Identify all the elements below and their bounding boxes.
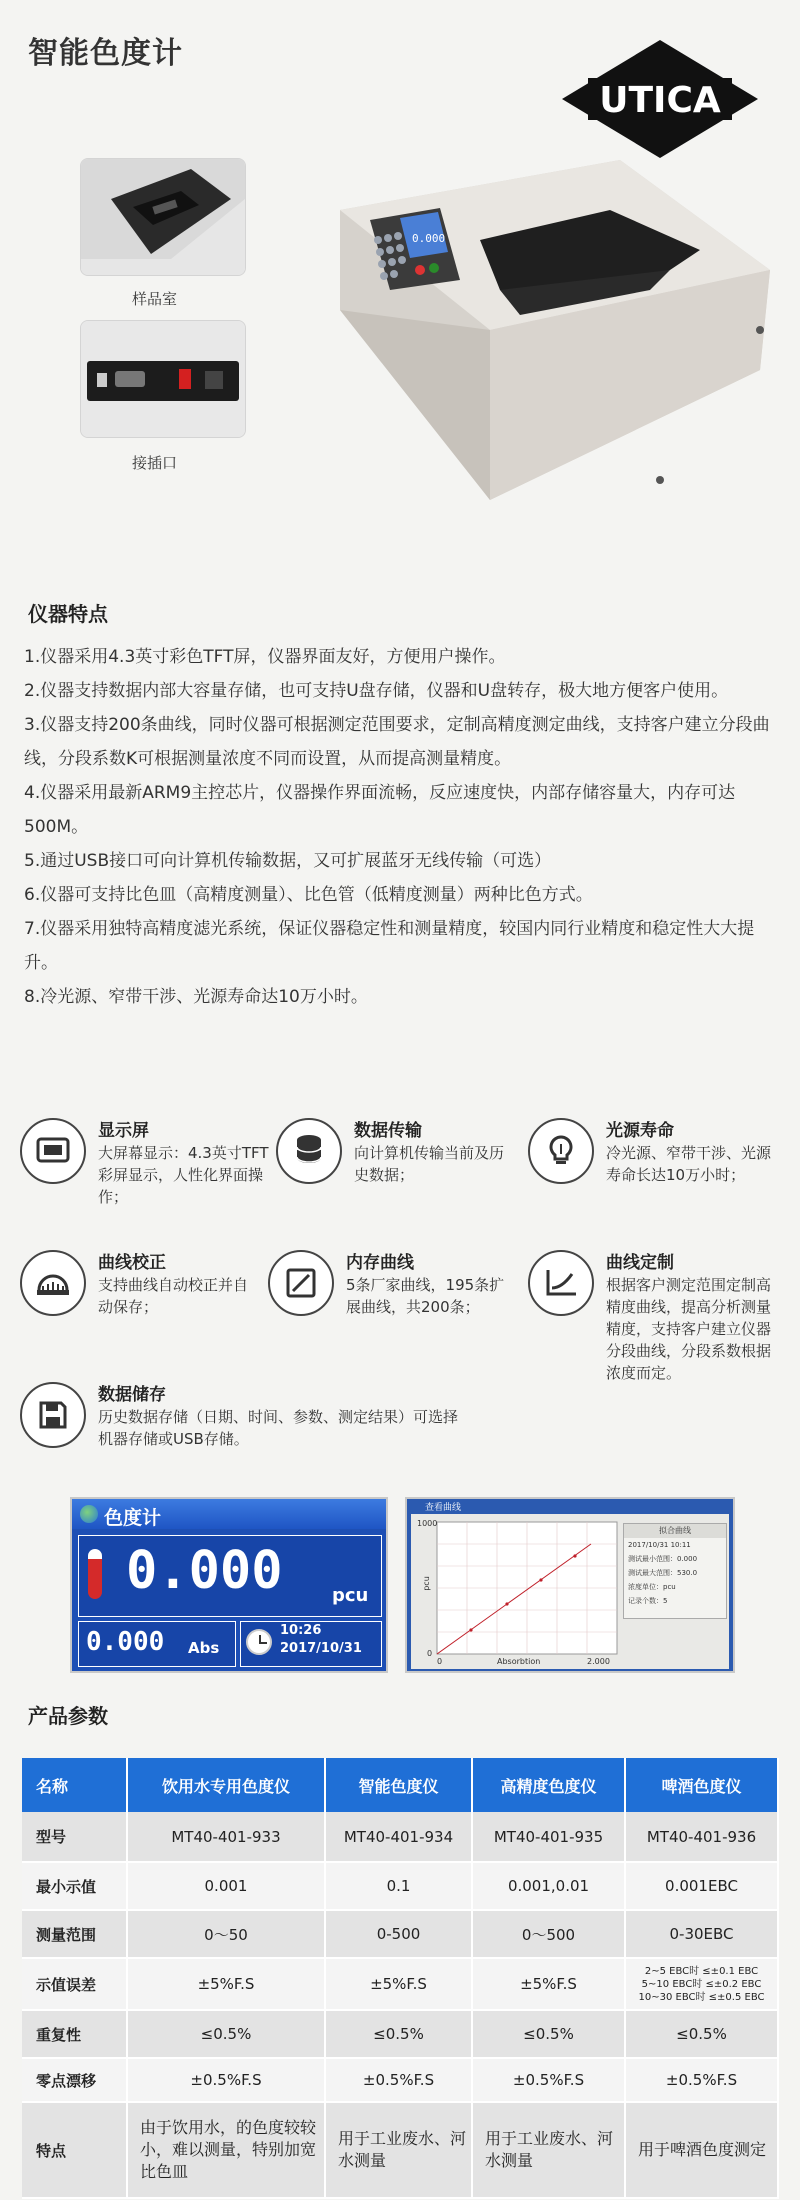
highlight-title: 曲线校正 bbox=[98, 1253, 166, 1273]
highlight-title: 数据储存 bbox=[98, 1385, 166, 1405]
feature-item: 4.仪器采用最新ARM9主控芯片，仪器操作界面流畅，反应速度快，内部存储容量大，内存可达500M。 bbox=[24, 783, 736, 837]
table-header-cell: 智能色度仪 bbox=[325, 1758, 472, 1812]
x-max-label: 2.000 bbox=[587, 1657, 610, 1666]
table-header-row bbox=[22, 1758, 778, 1812]
y-axis-label: pcu bbox=[421, 1576, 431, 1591]
highlight-desc: 大屏幕显示：4.3英寸TFT彩屏显示，人性化界面操作； bbox=[98, 1144, 269, 1206]
highlight-title: 曲线定制 bbox=[606, 1253, 674, 1273]
table-cell: ±5%F.S bbox=[472, 1958, 625, 2010]
feature-item: 1.仪器采用4.3英寸彩色TFT屏，仪器界面友好，方便用户操作。 bbox=[24, 647, 506, 667]
cuvette-icon bbox=[88, 1549, 102, 1599]
table-cell: MT40-401-934 bbox=[325, 1812, 472, 1862]
table-cell: ±0.5%F.S bbox=[127, 2058, 325, 2102]
table-header-cell: 饮用水专用色度仪 bbox=[127, 1758, 325, 1812]
table-cell: 用于啤酒色度测定 bbox=[625, 2102, 778, 2198]
fit-info-title: 拟合曲线 bbox=[624, 1524, 726, 1538]
row-label: 特点 bbox=[22, 2102, 127, 2198]
page-title: 智能色度计 bbox=[28, 36, 183, 71]
table-cell: 用于工业废水、河水测量 bbox=[472, 2102, 625, 2198]
abs-value: 0.000 bbox=[86, 1627, 165, 1657]
globe-icon bbox=[80, 1505, 98, 1523]
table-row bbox=[22, 1812, 778, 1862]
table-row bbox=[22, 2058, 778, 2102]
fit-info-line: 浓度单位：pcu bbox=[628, 1583, 676, 1591]
table-cell: ±0.5%F.S bbox=[625, 2058, 778, 2102]
params-heading: 产品参数 bbox=[28, 1704, 108, 1728]
highlight-title: 光源寿命 bbox=[606, 1121, 674, 1141]
highlight-desc: 向计算机传输当前及历史数据； bbox=[354, 1144, 505, 1184]
table-cell: 0～500 bbox=[472, 1910, 625, 1958]
fit-point bbox=[573, 1554, 576, 1557]
svg-text:UTICA: UTICA bbox=[599, 80, 721, 121]
feature-item: 5.通过USB接口可向计算机传输数据，又可扩展蓝牙无线传输（可选） bbox=[24, 851, 552, 871]
colorimeter-device-image bbox=[320, 140, 790, 520]
highlight-title: 显示屏 bbox=[98, 1121, 149, 1141]
features-list bbox=[24, 640, 784, 1014]
port-photo bbox=[80, 320, 246, 438]
table-cell: ≤0.5% bbox=[625, 2010, 778, 2058]
row-label: 测量范围 bbox=[22, 1910, 127, 1958]
fit-info-line: 测试最小范围：0.000 bbox=[628, 1555, 698, 1563]
table-cell: 用于工业废水、河水测量 bbox=[325, 2102, 472, 2198]
table-header-cell: 名称 bbox=[22, 1758, 127, 1812]
curve-box-icon bbox=[268, 1250, 334, 1316]
table-row bbox=[22, 1958, 778, 2010]
highlight-title: 内存曲线 bbox=[346, 1253, 414, 1273]
table-cell: 0.001 bbox=[127, 1862, 325, 1910]
table-cell: 0.001EBC bbox=[625, 1862, 778, 1910]
table-cell: 由于饮用水，的色度较较小，难以测量，特别加宽比色皿 bbox=[127, 2102, 325, 2198]
feature-item: 7.仪器采用独特高精度滤光系统，保证仪器稳定性和测量精度，较国内同行业精度和稳定性大大提升。 bbox=[24, 919, 755, 973]
features-heading: 仪器特点 bbox=[28, 602, 108, 626]
clock-icon bbox=[246, 1629, 272, 1655]
table-cell: 2~5 EBC时 ≤±0.1 EBC 5~10 EBC时 ≤±0.2 EBC 10~30 EBC时 ≤±0.5 EBC bbox=[625, 1958, 778, 2010]
display-icon bbox=[20, 1118, 86, 1184]
save-icon bbox=[20, 1382, 86, 1448]
table-cell: 0.1 bbox=[325, 1862, 472, 1910]
params-table bbox=[22, 1758, 779, 2199]
fit-info-line: 测试最大范围：530.0 bbox=[628, 1569, 698, 1577]
x-min-label: 0 bbox=[437, 1657, 443, 1666]
table-header-cell: 高精度色度仪 bbox=[472, 1758, 625, 1812]
table-cell: ±0.5%F.S bbox=[325, 2058, 472, 2102]
x-axis-label: Absorbtion bbox=[497, 1657, 541, 1666]
database-icon bbox=[276, 1118, 342, 1184]
highlight-desc: 5条厂家曲线，195条扩展曲线，共200条； bbox=[346, 1276, 505, 1316]
reading-unit: pcu bbox=[332, 1585, 369, 1606]
date-text: 2017/10/31 bbox=[280, 1641, 362, 1656]
bulb-icon bbox=[528, 1118, 594, 1184]
reading-value: 0.000 bbox=[126, 1541, 283, 1601]
curve-header-title: 查看曲线 bbox=[425, 1503, 462, 1513]
fit-point bbox=[505, 1602, 508, 1605]
table-cell: ±0.5%F.S bbox=[472, 2058, 625, 2102]
table-cell: ≤0.5% bbox=[325, 2010, 472, 2058]
sample-chamber-caption: 样品室 bbox=[132, 290, 178, 308]
row-label: 零点漂移 bbox=[22, 2058, 127, 2102]
screen-header-title: 色度计 bbox=[104, 1507, 162, 1529]
highlight-desc: 支持曲线自动校正并自动保存； bbox=[98, 1276, 249, 1316]
highlight-title: 数据传输 bbox=[354, 1121, 422, 1141]
svg-text:0.000: 0.000 bbox=[412, 232, 446, 245]
sample-chamber-photo bbox=[80, 158, 246, 276]
fit-info-panel bbox=[623, 1523, 727, 1619]
fit-info-line: 2017/10/31 10:11 bbox=[628, 1541, 691, 1549]
row-label: 型号 bbox=[22, 1812, 127, 1862]
table-cell: MT40-401-936 bbox=[625, 1812, 778, 1862]
table-cell: ±5%F.S bbox=[127, 1958, 325, 2010]
abs-unit: Abs bbox=[188, 1639, 220, 1657]
port-caption: 接插口 bbox=[132, 454, 178, 472]
fit-point bbox=[469, 1628, 472, 1631]
ruler-icon bbox=[20, 1250, 86, 1316]
main-screen-display bbox=[70, 1497, 388, 1673]
row-label: 最小示值 bbox=[22, 1862, 127, 1910]
table-cell: 0～50 bbox=[127, 1910, 325, 1958]
feature-item: 6.仪器可支持比色皿（高精度测量）、比色管（低精度测量）两种比色方式。 bbox=[24, 885, 593, 905]
highlight-desc: 根据客户测定范围定制高精度曲线，提高分析测量精度，支持客户建立仪器分段曲线，分段系数根据浓度而定。 bbox=[606, 1276, 772, 1382]
fit-point bbox=[539, 1578, 542, 1581]
table-row bbox=[22, 1910, 778, 1958]
table-header-cell: 啤酒色度仪 bbox=[625, 1758, 778, 1812]
row-label: 示值误差 bbox=[22, 1958, 127, 2010]
highlight-desc: 冷光源、窄带干涉、光源寿命长达10万小时； bbox=[606, 1144, 772, 1184]
table-row bbox=[22, 2102, 778, 2198]
fit-info-line: 记录个数：5 bbox=[628, 1597, 668, 1605]
table-cell: 0-30EBC bbox=[625, 1910, 778, 1958]
table-row bbox=[22, 2010, 778, 2058]
y-max-label: 1000 bbox=[417, 1519, 438, 1528]
table-cell: MT40-401-933 bbox=[127, 1812, 325, 1862]
feature-item: 8.冷光源、窄带干涉、光源寿命达10万小时。 bbox=[24, 987, 368, 1007]
custom-curve-icon bbox=[528, 1250, 594, 1316]
table-cell: ±5%F.S bbox=[325, 1958, 472, 2010]
table-row bbox=[22, 1862, 778, 1910]
table-cell: 0.001,0.01 bbox=[472, 1862, 625, 1910]
feature-item: 2.仪器支持数据内部大容量存储，也可支持U盘存储，仪器和U盘转存，极大地方便客户使用。 bbox=[24, 681, 729, 701]
y-min-label: 0 bbox=[427, 1649, 433, 1658]
highlight-desc: 历史数据存储（日期、时间、参数、测定结果）可选择机器存储或USB存储。 bbox=[98, 1408, 459, 1448]
table-cell: 0-500 bbox=[325, 1910, 472, 1958]
curve-view-screen bbox=[405, 1497, 735, 1673]
table-cell: ≤0.5% bbox=[127, 2010, 325, 2058]
table-cell: ≤0.5% bbox=[472, 2010, 625, 2058]
time-text: 10:26 bbox=[280, 1623, 322, 1638]
row-label: 重复性 bbox=[22, 2010, 127, 2058]
feature-item: 3.仪器支持200条曲线，同时仪器可根据测定范围要求，定制高精度测定曲线，支持客户建立分段曲线，分段系数K可根据测量浓度不同而设置，从而提高测量精度。 bbox=[24, 715, 770, 769]
table-cell: MT40-401-935 bbox=[472, 1812, 625, 1862]
